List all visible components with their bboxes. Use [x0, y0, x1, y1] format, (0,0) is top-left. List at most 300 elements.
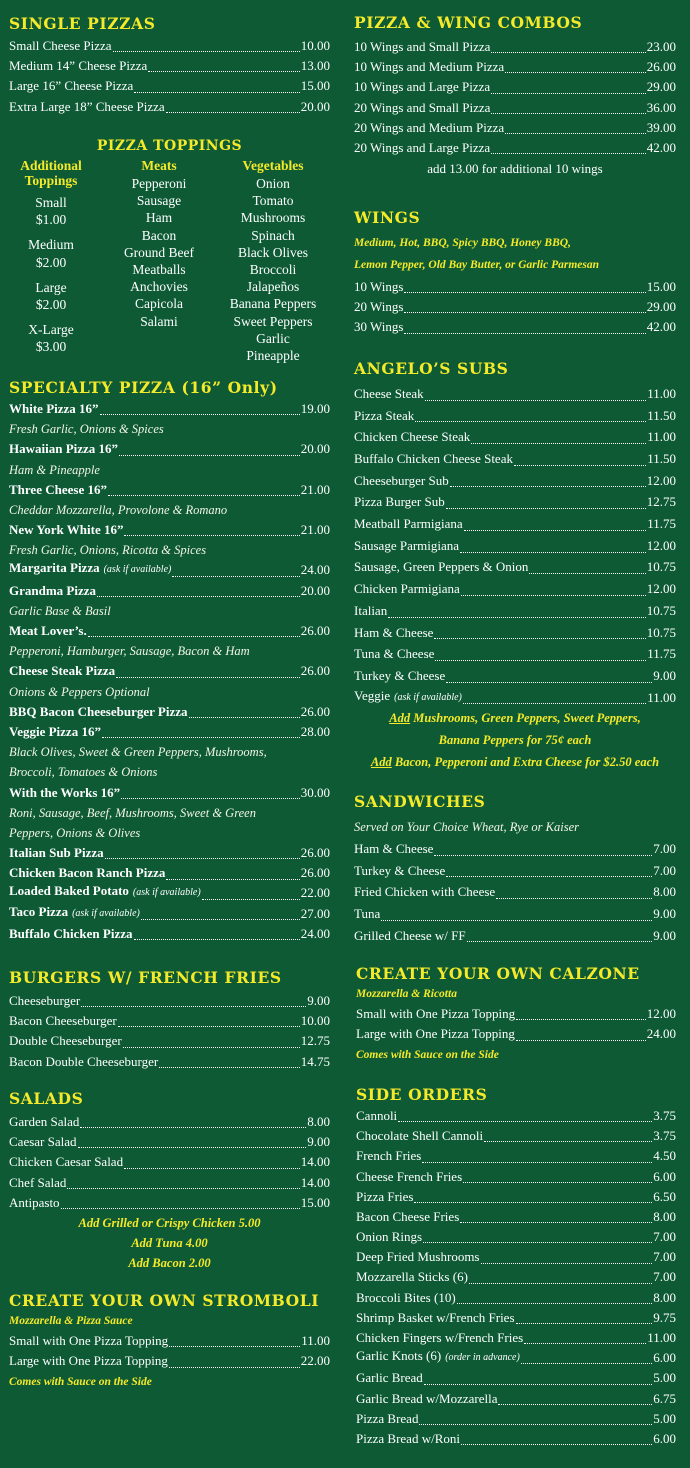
item-description: Garlic Base & Basil — [9, 603, 111, 618]
item-name — [9, 1132, 77, 1152]
item-name-text: Ham & Cheese — [354, 624, 434, 640]
item-name-text: Buffalo Chicken Pizza — [9, 925, 133, 941]
add-word: Add — [389, 711, 411, 726]
item-name — [354, 622, 433, 644]
dot-leader — [78, 1147, 307, 1148]
item-price: 11.00 — [647, 385, 676, 401]
dot-leader — [461, 595, 646, 596]
combo-note: add 13.00 for additional 10 wings — [427, 161, 603, 177]
add-word: Add — [370, 754, 392, 769]
menu-item — [9, 520, 330, 540]
item-name-text: Garlic Knots (6) — [356, 1348, 442, 1364]
vegetable-topping: Sweet Peppers — [233, 313, 313, 329]
size-price — [9, 194, 93, 228]
item-name — [356, 1308, 515, 1328]
item-name — [9, 520, 123, 540]
item-price: 42.00 — [646, 319, 676, 335]
meat-topping: Bacon — [141, 227, 177, 243]
item-name-text: Meat Lover’s. — [9, 623, 87, 639]
menu-item — [9, 863, 330, 883]
item-name-text: Double Cheeseburger — [9, 1033, 122, 1049]
item-price: 6.00 — [653, 1168, 676, 1184]
item-name — [354, 77, 490, 97]
item-name — [9, 1173, 66, 1193]
menu-item — [354, 118, 676, 138]
item-name-text: Loaded Baked Potato — [9, 883, 129, 899]
vegetable-topping: Pineapple — [246, 348, 300, 364]
dot-leader — [434, 638, 645, 639]
item-name — [9, 924, 133, 944]
item-name — [356, 1346, 520, 1368]
meats-column — [103, 158, 215, 330]
section-title: ANGELO’S SUBS — [354, 359, 509, 378]
burgers-section — [9, 968, 330, 1072]
menu-item — [9, 843, 330, 863]
item-price: 9.00 — [653, 667, 676, 683]
section-title: PIZZA & WING COMBOS — [354, 13, 583, 32]
item-list — [354, 37, 676, 158]
menu-item — [356, 1348, 676, 1368]
item-name-text: 20 Wings — [354, 299, 404, 315]
section-footer: Comes with Sauce on the Side — [9, 1375, 152, 1388]
meat-topping: Ground Beef — [123, 244, 195, 260]
item-name-text: Antipasto — [9, 1194, 60, 1210]
item-price: 26.00 — [646, 59, 676, 75]
item-name — [9, 56, 147, 76]
menu-item — [9, 36, 330, 56]
item-price: 7.00 — [653, 840, 676, 856]
column-heading: Meats — [141, 158, 177, 173]
meat-topping: Meatballs — [132, 262, 186, 278]
menu-item — [9, 1011, 330, 1031]
item-name-text: Bacon Cheeseburger — [9, 1013, 117, 1029]
dot-leader — [419, 1424, 652, 1425]
menu-item — [354, 860, 676, 882]
item-price: 30.00 — [300, 784, 330, 800]
item-description: Cheddar Mozzarella, Provolone & Romano — [9, 502, 228, 517]
item-name-text: Onion Rings — [356, 1229, 423, 1245]
item-name — [9, 1112, 79, 1132]
item-name-text: Sausage, Green Peppers & Onion — [354, 559, 529, 575]
item-name-text: Chicken Parmigiana — [354, 581, 460, 597]
dot-leader — [415, 421, 646, 422]
item-name — [356, 1328, 523, 1348]
vegetable-topping: Garlic — [256, 330, 290, 346]
dot-leader — [467, 941, 653, 942]
menu-item — [356, 1106, 676, 1126]
menu-item — [9, 621, 330, 641]
menu-item — [354, 426, 676, 448]
item-list — [356, 1106, 676, 1449]
item-name-text: Pizza Bread — [356, 1410, 419, 1426]
size-price-list — [9, 194, 93, 356]
menu-item — [356, 1409, 676, 1429]
menu-item — [9, 1052, 330, 1072]
item-name — [9, 1351, 168, 1371]
dot-leader — [491, 153, 646, 154]
item-name-text: New York White 16” — [9, 522, 124, 538]
item-name — [356, 1126, 483, 1146]
dot-leader — [108, 495, 300, 496]
meats-list — [103, 175, 215, 330]
section-subtitle: Mozzarella & Ricotta — [356, 988, 457, 1000]
item-name — [9, 702, 188, 722]
item-price: 14.00 — [300, 1174, 330, 1190]
item-price: 8.00 — [307, 1113, 330, 1129]
salad-addon: Add Grilled or Crispy Chicken 5.00 — [78, 1215, 261, 1230]
menu-item — [356, 1126, 676, 1146]
item-name-text: Turkey & Cheese — [354, 667, 446, 683]
menu-item — [9, 1112, 330, 1132]
item-price: 20.00 — [300, 98, 330, 114]
item-name-text: Taco Pizza — [9, 903, 69, 919]
item-price: 24.00 — [300, 562, 330, 578]
vegetables-column — [215, 158, 331, 364]
menu-item — [9, 1351, 330, 1371]
item-name — [9, 863, 165, 883]
dot-leader — [484, 1141, 652, 1142]
menu-item — [354, 513, 676, 535]
size-price — [9, 321, 93, 355]
item-name-text: Small with One Pizza Topping — [356, 1006, 516, 1022]
item-note: (ask if available) — [103, 564, 172, 576]
item-name — [356, 1288, 456, 1308]
dot-leader — [381, 920, 652, 921]
item-name-text: Cannoli — [356, 1107, 398, 1123]
item-name-text: Chicken Cheese Steak — [354, 429, 471, 445]
item-name — [9, 1331, 168, 1351]
item-name-text: Small Cheese Pizza — [9, 37, 112, 53]
item-name-text: Grilled Cheese w/ FF — [354, 927, 466, 943]
item-name-text: Meatball Parmigiana — [354, 516, 463, 532]
menu-item — [354, 578, 676, 600]
item-price: 26.00 — [300, 703, 330, 719]
item-name-text: Shrimp Basket w/French Fries — [356, 1309, 515, 1325]
dot-leader — [404, 333, 645, 334]
item-name — [356, 1409, 418, 1429]
menu-item — [9, 1031, 330, 1051]
dot-leader — [189, 717, 300, 718]
item-name-text: Italian Sub Pizza — [9, 845, 104, 861]
vegetable-topping: Spinach — [251, 227, 295, 243]
item-name — [9, 991, 80, 1011]
item-name — [354, 925, 466, 947]
addon-text: Bacon, Pepperoni and Extra Cheese for $2.50 each — [391, 754, 660, 769]
item-name-text: Tuna — [354, 906, 381, 922]
dot-leader — [496, 898, 652, 899]
item-price: 10.00 — [300, 1013, 330, 1029]
vegetable-topping: Jalapeños — [246, 279, 300, 295]
item-name-text: Tuna & Cheese — [354, 646, 435, 662]
item-name-text: White Pizza 16” — [9, 400, 99, 416]
item-name-text: Chocolate Shell Cannoli — [356, 1128, 484, 1144]
item-name — [9, 722, 101, 742]
item-name — [9, 36, 112, 56]
item-name-text: 10 Wings and Medium Pizza — [354, 59, 505, 75]
item-price: 26.00 — [300, 663, 330, 679]
dot-leader — [67, 1188, 299, 1189]
section-title: BURGERS W/ FRENCH FRIES — [9, 968, 282, 987]
item-name-text: Bacon Cheese Fries — [356, 1208, 460, 1224]
item-name-text: Large with One Pizza Topping — [9, 1353, 168, 1369]
item-description: Fresh Garlic, Onions & Spices — [9, 422, 164, 437]
item-name-text: Buffalo Chicken Cheese Steak — [354, 451, 513, 467]
dot-leader — [404, 292, 645, 293]
item-name-text: 20 Wings and Large Pizza — [354, 139, 491, 155]
item-price: 15.00 — [646, 278, 676, 294]
item-name-text: Hawaiian Pizza 16” — [9, 441, 119, 457]
dot-leader — [481, 1263, 653, 1264]
pizza-toppings-section — [9, 136, 330, 366]
dot-leader — [461, 1444, 652, 1445]
item-name-text: Deep Fried Mushrooms — [356, 1249, 480, 1265]
item-name-text: Large 16” Cheese Pizza — [9, 78, 134, 94]
dot-leader — [529, 573, 645, 574]
item-name-text: Chicken Caesar Salad — [9, 1154, 124, 1170]
item-price: 11.75 — [647, 516, 676, 532]
item-price: 15.00 — [300, 78, 330, 94]
item-price: 24.00 — [300, 925, 330, 941]
item-price: 7.00 — [653, 1269, 676, 1285]
section-title: PIZZA TOPPINGS — [96, 138, 243, 154]
item-name-text: Chicken Fingers w/French Fries — [356, 1330, 524, 1346]
menu-item — [354, 383, 676, 405]
dot-leader — [514, 465, 646, 466]
item-description: Fresh Garlic, Onions, Ricotta & Spices — [9, 543, 207, 558]
item-price: 10.75 — [646, 602, 676, 618]
size-price — [9, 236, 93, 270]
item-name — [354, 860, 445, 882]
dot-leader — [414, 1202, 652, 1203]
column-heading: Vegetables — [242, 158, 304, 173]
dot-leader — [524, 1343, 646, 1344]
dot-leader — [505, 72, 646, 73]
item-list — [354, 838, 676, 946]
item-name-text: Pizza Fries — [356, 1188, 414, 1204]
item-name — [9, 1152, 123, 1172]
item-name-text: Cheese French Fries — [356, 1168, 463, 1184]
size-label: Small — [35, 195, 67, 210]
menu-item — [356, 1146, 676, 1166]
item-name — [354, 37, 490, 57]
item-price: 11.50 — [647, 451, 676, 467]
item-name-text: 10 Wings and Small Pizza — [354, 38, 491, 54]
section-title: SINGLE PIZZAS — [9, 14, 156, 33]
item-name-text: Veggie — [354, 687, 391, 703]
item-price: 14.00 — [300, 1154, 330, 1170]
item-price: 11.00 — [647, 689, 676, 705]
menu-item — [356, 1328, 676, 1348]
item-name-text: BBQ Bacon Cheeseburger Pizza — [9, 703, 188, 719]
item-price: 21.00 — [300, 522, 330, 538]
dot-leader — [491, 113, 645, 114]
item-price: 26.00 — [300, 623, 330, 639]
section-title: CREATE YOUR OWN STROMBOLI — [9, 1291, 320, 1310]
menu-item — [354, 448, 676, 470]
item-name-text: 20 Wings and Small Pizza — [354, 99, 491, 115]
item-name — [354, 556, 528, 578]
item-name — [354, 57, 504, 77]
item-name — [356, 1146, 421, 1166]
item-price: 8.00 — [653, 884, 676, 900]
item-list — [9, 1331, 330, 1371]
menu-item — [354, 600, 676, 622]
item-price: 12.00 — [646, 537, 676, 553]
wings-section — [354, 208, 676, 338]
item-price: 11.00 — [647, 1330, 676, 1346]
meat-topping: Ham — [145, 210, 173, 226]
item-price: 11.75 — [647, 646, 676, 662]
item-name — [9, 1011, 117, 1031]
item-price: 23.00 — [646, 38, 676, 54]
single-pizzas-section — [9, 14, 330, 117]
menu-item — [354, 557, 676, 579]
dot-leader — [471, 443, 646, 444]
item-price: 6.00 — [653, 1430, 676, 1446]
addon-text: Mushrooms, Green Peppers, Sweet Peppers, — [410, 711, 641, 726]
item-note: (ask if available) — [394, 691, 462, 703]
menu-item — [354, 297, 676, 317]
section-title: WINGS — [354, 208, 421, 227]
section-title: SPECIALTY PIZZA (16” Only) — [9, 378, 278, 397]
section-title: SIDE ORDERS — [356, 1085, 488, 1104]
item-name — [9, 439, 118, 459]
meat-topping: Salami — [140, 313, 178, 329]
menu-item — [354, 37, 676, 57]
column-heading: Additional — [20, 158, 82, 173]
item-name-text: Pizza Steak — [354, 407, 415, 423]
item-name — [354, 98, 490, 118]
item-price: 26.00 — [300, 865, 330, 881]
menu-item — [356, 1288, 676, 1308]
vegetable-topping: Onion — [256, 176, 290, 191]
salad-addons — [9, 1213, 330, 1274]
item-price: 10.00 — [300, 37, 330, 53]
item-name-text: Garlic Bread — [356, 1370, 423, 1386]
section-title: SALADS — [9, 1089, 84, 1108]
section-footer: Comes with Sauce on the Side — [356, 1048, 499, 1061]
meat-topping: Sausage — [136, 193, 182, 209]
item-description: Roni, Sausage, Beef, Mushrooms, Sweet & Green — [9, 805, 256, 820]
item-name-text: Chicken Bacon Ranch Pizza — [9, 865, 166, 881]
menu-item — [354, 98, 676, 118]
item-name-text: Cheeseburger — [9, 992, 81, 1008]
menu-item — [354, 138, 676, 158]
section-title: CREATE YOUR OWN CALZONE — [356, 964, 640, 983]
item-price: 12.75 — [300, 1033, 330, 1049]
salads-section — [9, 1089, 330, 1274]
menu-item — [9, 561, 330, 581]
menu-item — [354, 317, 676, 337]
item-price: 6.75 — [653, 1390, 676, 1406]
item-name — [9, 661, 115, 681]
dot-leader — [118, 1026, 300, 1027]
item-price: 12.75 — [646, 494, 676, 510]
item-price: 6.50 — [653, 1188, 676, 1204]
menu-item — [356, 1247, 676, 1267]
dot-leader — [102, 737, 300, 738]
specialty-list — [9, 399, 330, 944]
dot-leader — [148, 71, 299, 72]
menu-item — [9, 904, 330, 924]
dot-leader — [446, 876, 652, 877]
item-description: Peppers, Onions & Olives — [9, 825, 141, 840]
item-price: 36.00 — [646, 99, 676, 115]
dot-leader — [457, 1303, 653, 1304]
meat-topping: Anchovies — [130, 279, 188, 295]
dot-leader — [124, 1168, 300, 1169]
item-price: 3.75 — [653, 1128, 676, 1144]
size-price-value: $2.00 — [35, 297, 67, 313]
menu-item — [9, 884, 330, 904]
dot-leader — [469, 1283, 652, 1284]
item-price: 10.75 — [646, 624, 676, 640]
item-note: (order in advance) — [445, 1352, 520, 1364]
dot-leader — [80, 1127, 306, 1128]
dot-leader — [516, 1323, 653, 1324]
menu-item — [9, 1173, 330, 1193]
item-name — [354, 881, 495, 903]
item-name — [356, 1106, 397, 1126]
menu-item — [9, 1331, 330, 1351]
item-name — [354, 470, 449, 492]
vegetable-topping: Broccoli — [249, 262, 297, 278]
item-price: 11.00 — [647, 429, 676, 445]
menu-item — [354, 687, 676, 709]
item-name — [354, 903, 380, 925]
dot-leader — [450, 486, 646, 487]
menu-item — [356, 1004, 676, 1024]
section-title: SANDWICHES — [354, 792, 486, 811]
item-name-text: Broccoli Bites (10) — [356, 1289, 456, 1305]
dot-leader — [172, 576, 299, 577]
size-price — [9, 279, 93, 313]
item-name — [356, 1187, 413, 1207]
menu-item — [356, 1268, 676, 1288]
additional-toppings-column — [9, 158, 93, 356]
item-name — [354, 578, 460, 600]
item-price: 28.00 — [300, 723, 330, 739]
calzone-section — [356, 964, 676, 1065]
item-name — [9, 581, 96, 601]
item-name — [356, 1227, 422, 1247]
item-name — [9, 480, 107, 500]
sandwiches-section — [354, 792, 676, 946]
item-price: 6.00 — [653, 1350, 676, 1366]
item-name — [354, 665, 445, 687]
item-price: 10.75 — [646, 559, 676, 575]
dot-leader — [100, 414, 300, 415]
item-name — [9, 399, 99, 419]
menu-item — [354, 77, 676, 97]
item-name — [354, 600, 387, 622]
menu-item — [354, 838, 676, 860]
subs-section — [354, 359, 676, 773]
dot-leader — [464, 530, 647, 531]
section-subtitle: Served on Your Choice Wheat, Rye or Kaiser — [354, 820, 579, 834]
dot-leader — [404, 312, 645, 313]
vegetable-topping: Mushrooms — [240, 210, 306, 226]
item-price: 22.00 — [300, 1353, 330, 1369]
item-name-text: Sausage Parmigiana — [354, 537, 460, 553]
item-name — [356, 1429, 460, 1449]
item-name-text: Turkey & Cheese — [354, 862, 446, 878]
item-price: 13.00 — [300, 58, 330, 74]
wing-flavors: Medium, Hot, BBQ, Spicy BBQ, Honey BBQ, — [354, 237, 571, 249]
item-price: 9.00 — [307, 1134, 330, 1150]
dot-leader — [505, 133, 646, 134]
dot-leader — [521, 1363, 652, 1364]
